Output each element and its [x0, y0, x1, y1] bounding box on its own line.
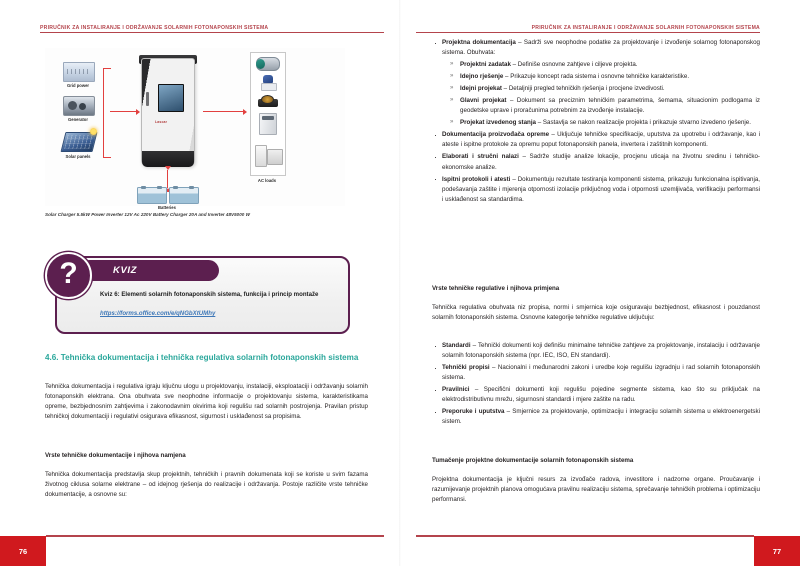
question-mark-icon: ?: [45, 252, 92, 299]
list-item-term: Projektna dokumentacija: [442, 39, 516, 46]
washing-machine-icon: [259, 113, 277, 135]
list-item: [432, 363, 760, 383]
right-sub-heading-1: [432, 285, 760, 292]
list-item-term: Idejni projekat: [460, 85, 502, 93]
inverter-body: [141, 58, 195, 166]
paragraph-text: Tehnička regulativa obuhvata niz propisa, normi i smjernica koje osiguravaju bezbjednost, efikasnost i pouzdanost solarnih fotonaponskih sistema. Osnovne kategorije tehničke regulative uključuju:: [432, 304, 760, 322]
diagram-canvas: [45, 48, 345, 210]
left-paragraph-2: Tehnička dokumentacija predstavlja skup projektnih, tehničkih i pravnih dokumenata koji se koriste u svim fazama životnog ciklusa solarne elektrane – od idejnog rješenja do realizacije i održavanja. Postoje različite vrste tehničke dokumentacije, a osnovne su:: [45, 471, 368, 499]
list-item: [432, 60, 760, 70]
list-item: [432, 118, 760, 128]
list-item-term: Projektni zadatak: [460, 61, 511, 69]
arrow-inverter-batteries: [167, 170, 168, 188]
inverter-display-screen: [158, 84, 184, 112]
regulation-list: [432, 341, 760, 429]
arrow-sources-to-inverter: [110, 111, 136, 112]
list-item-text: – Prikazuje koncept rada sistema i osnovne tehničke karakteristike.: [503, 73, 690, 81]
generator-label: Generator: [67, 117, 88, 122]
list-item: [432, 84, 760, 94]
list-item: [432, 72, 760, 82]
system-diagram-figure: [45, 48, 345, 210]
ac-fan-icon: [271, 152, 278, 159]
page-right: [400, 0, 800, 566]
right-paragraph-1: [432, 303, 760, 323]
list-item-text: – Dokumentuju rezultate testiranja komponenti sistema, prikazuju funkcionalna ispitivanja, podešavanja zaštite i mjerenja otpornosti izolacije priključnog voda i otpornosti uzemljivača, verifikaciju performansi i usklađenost sa standardima.: [442, 175, 760, 203]
page-number-right: 77: [754, 536, 800, 566]
list-item: [432, 38, 760, 58]
list-item: [432, 175, 760, 205]
list-item-term: Projekat izvedenog stanja: [460, 119, 536, 127]
ac-loads-group: [250, 52, 286, 176]
solar-panels-label: Solar panels: [65, 154, 91, 159]
mixer-icon: [260, 75, 276, 89]
induction-cooker-icon: [258, 95, 278, 107]
left-paragraph-1: Tehnička dokumentacija i regulativa igraju ključnu ulogu u projektovanju, instalaciji, eksploataciji i održavanju solarnih fotonaponskih elektrana. Ona obuhvata sve neophodne informacije o projektovanju sistema, karakteristikama opreme, bezbjednosnim zahtjevima i zakonodavnim okvirima koji regulišu rad solarnih postrojenja. Pravilan pristup tehničkoj dokumentaciji i regulativi osigurava efikasnost, sigurnost i usklađenost sa propisima.: [45, 383, 368, 421]
batteries-label: Batteries: [158, 205, 176, 210]
list-item-text: – Specifični dokumenti koji regulišu pojedine segmente sistema, kao što su priključak na elektrodistributivnu mrežu, sigurnosni standardi i mjere zaštite na radu.: [442, 386, 760, 404]
list-item-term: Glavni projekat: [460, 97, 507, 105]
list-item-text: – Sastavlja se nakon realizacije projekta i prikazuje stvarno izvedeno rješenje.: [536, 119, 751, 127]
solar-panels-icon: [61, 132, 98, 152]
ac-loads-label: AC loads: [257, 178, 277, 183]
page-number-left: 76: [0, 536, 46, 566]
grid-power-icon: [63, 62, 95, 82]
sub-heading-text: Tumačenje projektne dokumentacije solarnih fotonaponskih sistema: [432, 457, 634, 464]
source-bracket: [103, 68, 111, 158]
list-item-term: Ispitni protokoli i atesti: [442, 175, 511, 183]
list-item: [432, 152, 760, 172]
documentation-list: [432, 38, 760, 207]
list-item-text: – Smjernice za projektovanje, optimizaciju i integraciju solarnih sistema u elektroenergetski sistem.: [442, 408, 760, 426]
list-item: [432, 385, 760, 405]
running-head-text: PRIRUČNIK ZA INSTALIRANJE I ODRŽAVANJE SOLARNIH FOTONAPONSKIH SISTEMA: [40, 24, 269, 31]
list-item-term: Dokumentacija proizvođača opreme: [442, 131, 550, 139]
footer-rule-right: [416, 535, 754, 536]
list-item-term: Preporuke i uputstva: [442, 408, 505, 416]
inverter-device: [141, 58, 195, 166]
list-item-text: – Tehnički dokumenti koji definišu minimalne tehničke zahtjeve za projektovanje, instalaciju i održavanje solarnih fotonaponskih sistema (npr. IEC, ISO, EN standardi).: [442, 342, 760, 360]
figure-caption: Solar Charger 5.5kW Power Inverter 12V Ac 220V Battery Charger 20A and Inverter 48V5000 W: [45, 212, 250, 217]
list-item: [432, 96, 760, 116]
battery-icon-2: [169, 187, 199, 204]
sub-heading-text: Vrste tehničke regulative i njihova primjena: [432, 285, 560, 292]
list-item-text: – Nacionalni i međunarodni zakoni i uredbe koje regulišu izgradnju i rad solarnih fotonaponskih sistema.: [442, 364, 760, 382]
quiz-badge: [79, 260, 219, 281]
grid-power-label: Grid power: [66, 83, 90, 88]
list-item: [432, 407, 760, 427]
running-head-text: PRIRUČNIK ZA INSTALIRANJE I ODRŽAVANJE SOLARNIH FOTONAPONSKIH SISTEMA: [531, 24, 760, 31]
list-item: [432, 130, 760, 150]
sun-icon: [90, 128, 97, 135]
section-heading-4-6: 4.6. Tehnička dokumentacija i tehnička regulativa solarnih fotonaponskih sistema: [45, 353, 359, 362]
list-item-term: Idejno rješenje: [460, 73, 504, 81]
running-head-right: [416, 18, 760, 33]
running-head-left: [40, 18, 384, 33]
page-gutter: [399, 0, 401, 566]
footer-rule-left: [46, 535, 384, 536]
right-paragraph-2: [432, 475, 760, 505]
list-item-term: Elaborati i stručni nalazi: [442, 153, 519, 161]
inverter-side-vent: [146, 92, 149, 106]
water-pump-icon: [256, 57, 280, 71]
battery-icon-1: [137, 187, 167, 204]
list-item-term: Standardi: [442, 342, 471, 349]
quiz-title: Kviz 6: Elementi solarnih fotonaponskih sistema, funkcija i princip montaže: [100, 291, 319, 298]
generator-icon: [63, 96, 95, 116]
right-sub-heading-2: [432, 457, 760, 464]
quiz-callout: [45, 252, 350, 334]
list-item-text: – Detaljniji pregled tehničkih rješenja i procjene izvedivosti.: [501, 85, 665, 93]
quiz-link[interactable]: https://forms.office.com/e/qNGbXtUMhy: [100, 310, 216, 317]
list-item-text: – Sadrže studije analize lokacije, procjenu uticaja na životnu sredinu i tehničko-ekonomske analize.: [442, 153, 760, 171]
inverter-bottom-cover: [142, 151, 194, 167]
left-sub-heading-1: Vrste tehničke dokumentacije i njihova namjena: [45, 452, 186, 459]
list-item-term: Pravilnici: [442, 386, 470, 394]
list-item-text: – Sadrži sve neophodne podatke za projektovanje i izvođenje solarnog fotonaponskog sistema. Obuhvata:: [442, 39, 760, 57]
list-item-text: – Dokument sa preciznim tehničkim parametrima, šemama, situacionim podlogama iz geodetske uprave i proračunima potrebnim za izvođenje instalacije.: [460, 97, 761, 115]
list-item-text: – Uključuje tehničke specifikacije, uputstva za upotrebu i održavanje, kao i ateste i ispitne protokole za opremu poput fotonaponskih panela, invertera i zaštitnih komponenti.: [442, 131, 760, 149]
inverter-brand-label: Lascar: [155, 120, 168, 124]
arrow-inverter-to-loads: [203, 111, 243, 112]
list-item: [432, 341, 760, 361]
air-conditioner-icon: [255, 145, 281, 165]
list-item-text: – Definiše osnovne zahtjeve i ciljeve projekta.: [510, 61, 638, 69]
quiz-badge-label: KVIZ: [113, 265, 138, 276]
list-item-term: Tehnički propisi: [442, 364, 490, 372]
paragraph-text: Projektna dokumentacija je ključni resurs za izvođače radova, investitore i nadzorne organe. Proučavanje i razumijevanje projektnih planova omogućava pravilnu realizaciju sistema, sprečavanje tehničkih problema i optimizaciju performansi.: [432, 476, 760, 504]
